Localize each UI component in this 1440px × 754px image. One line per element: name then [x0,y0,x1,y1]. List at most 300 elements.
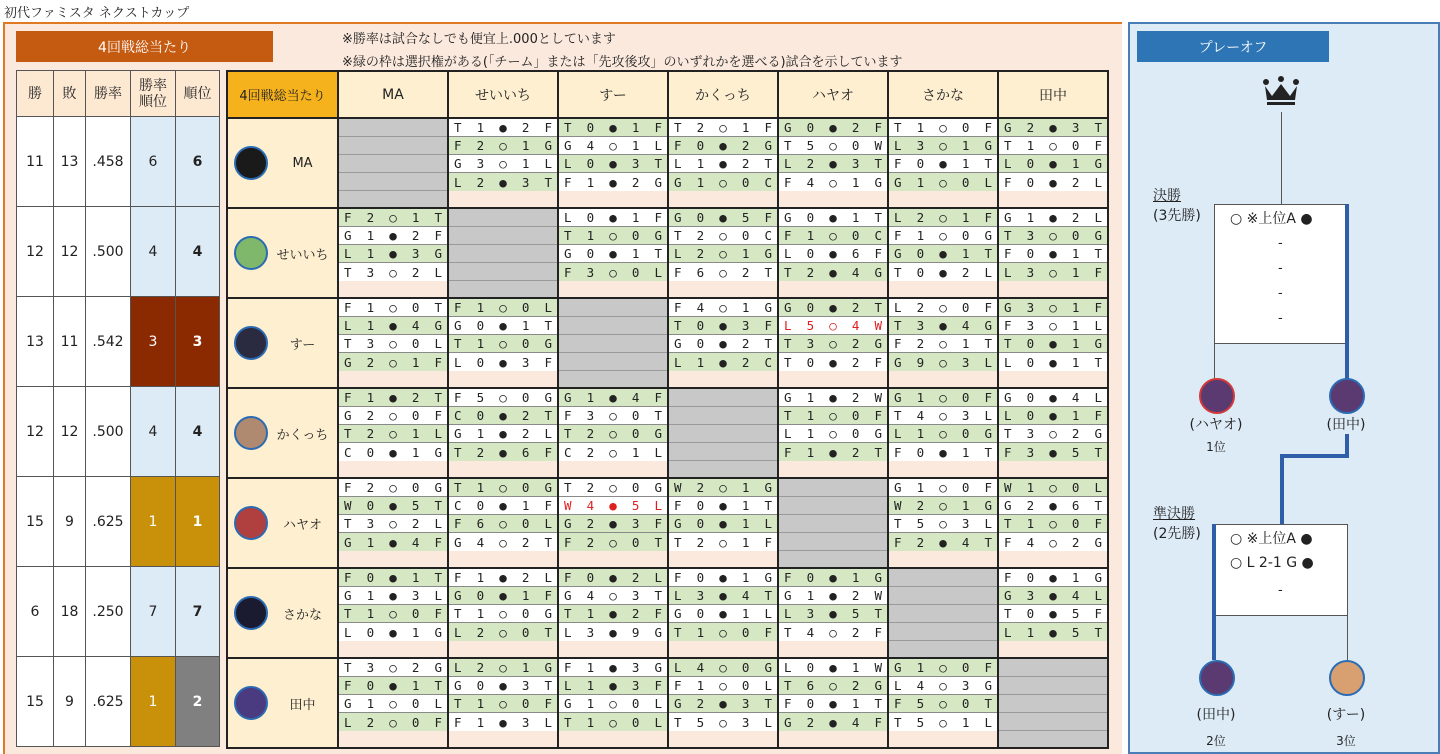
team-column-header: すー [558,71,668,118]
game-result: G 2 ● 3 F [559,515,667,533]
game-result: F 2 ○ 1 G [449,137,557,155]
losses-cell: 12 [54,207,86,297]
game-result: T 1 ○ 0 G [449,479,557,497]
game-result: C 0 ● 2 T [449,407,557,425]
final-dash-3: - [1278,286,1283,301]
game-result: W 4 ● 5 L [559,497,667,515]
game-result: G 0 ● 1 L [669,515,777,533]
final-dash-1: - [1278,236,1283,251]
game-result: T 1 ○ 0 G [559,227,667,245]
self-match-cell [668,388,778,478]
game-result: T 0 ● 2 F [779,353,887,371]
semi-right-avatar [1329,660,1365,696]
rank-cell: 1 [176,477,220,567]
match-results-cell [888,298,998,388]
game-result: G 1 ● 2 F [339,227,447,245]
team-name: すー [289,337,316,353]
pct-rank-cell: 7 [131,567,176,657]
match-results-cell [998,388,1108,478]
game-result: G 1 ● 2 L [999,209,1107,227]
game-result: F 1 ● 2 G [559,173,667,191]
note-1: ※勝率は試合なしでも便宜上.000としています [342,32,616,47]
rank-cell: 3 [176,297,220,387]
game-result: T 6 ○ 2 G [779,677,887,695]
game-result: W 2 ○ 1 G [669,479,777,497]
game-result: L 1 ● 2 T [669,155,777,173]
match-results-cell [888,478,998,568]
team-row [227,388,1108,478]
pct-rank-cell: 4 [131,387,176,477]
final-dash-4: - [1278,311,1283,326]
game-result: L 3 ○ 1 F [999,263,1107,281]
team-name: MA [292,155,313,171]
game-result: L 1 ○ 0 G [779,425,887,443]
team-column-header: さかな [888,71,998,118]
game-result: T 2 ○ 0 G [559,479,667,497]
game-result: T 1 ○ 0 F [999,515,1107,533]
game-result: L 2 ○ 1 G [669,245,777,263]
game-result: T 1 ● 2 F [559,605,667,623]
game-result: L 0 ● 1 G [339,623,447,641]
game-result: T 3 ○ 2 L [339,515,447,533]
team-avatar-icon [234,596,268,630]
game-result: T 3 ○ 0 G [999,227,1107,245]
team-row-header [227,298,338,388]
game-result: F 0 ● 1 T [779,695,887,713]
playoff-panel [1128,22,1440,754]
game-result: F 1 ● 2 T [779,443,887,461]
game-result: G 2 ● 6 T [999,497,1107,515]
match-results-cell [778,568,888,658]
game-result: T 4 ○ 3 L [889,407,997,425]
game-result: L 0 ● 1 W [779,659,887,677]
pct-cell: .500 [86,387,131,477]
semi-game-1: ○ ※上位A ● [1230,531,1313,547]
semi-stage-label [1153,504,1201,544]
game-result: C 2 ○ 1 L [559,443,667,461]
game-result: G 1 ● 4 F [339,533,447,551]
game-result: C 0 ● 1 G [339,443,447,461]
match-results-cell [888,388,998,478]
game-result: G 2 ○ 1 F [339,353,447,371]
playoff-header: プレーオフ [1137,31,1329,62]
game-result: G 1 ● 4 F [559,389,667,407]
standings-row [17,117,220,207]
team-avatar-icon [234,326,268,360]
pct-rank-cell: 6 [131,117,176,207]
match-results-cell [998,118,1108,208]
game-result: T 2 ○ 0 C [669,227,777,245]
wins-header: 勝 [17,71,54,117]
wins-cell: 15 [17,657,54,747]
game-result: C 0 ● 1 F [449,497,557,515]
wins-cell: 15 [17,477,54,567]
semi-format: (2先勝) [1153,526,1201,542]
game-result: G 0 ● 1 T [449,317,557,335]
game-result: T 2 ○ 1 F [669,533,777,551]
sheet-title: 初代ファミスタ ネクストカップ [4,6,190,21]
team-avatar-icon [234,146,268,180]
match-results-cell [998,478,1108,568]
game-result: F 2 ● 4 T [889,533,997,551]
match-results-cell [558,658,668,748]
wins-cell: 11 [17,117,54,207]
game-result: T 4 ○ 2 F [779,623,887,641]
pct-cell: .542 [86,297,131,387]
game-result: L 2 ○ 1 G [449,659,557,677]
game-result: L 2 ○ 0 F [339,713,447,731]
pct-cell: .500 [86,207,131,297]
game-result: F 2 ○ 1 T [889,335,997,353]
game-result: F 0 ● 1 T [669,497,777,515]
game-result: L 5 ○ 4 W [779,317,887,335]
game-result: L 2 ○ 1 F [889,209,997,227]
game-result: F 0 ● 1 T [889,155,997,173]
match-results-cell [668,658,778,748]
game-result: F 1 ○ 0 L [449,299,557,317]
game-result: F 2 ○ 0 T [559,533,667,551]
team-row [227,478,1108,568]
game-result: G 1 ○ 0 L [339,695,447,713]
game-result: F 1 ○ 0 T [339,299,447,317]
game-result: T 1 ● 2 F [449,119,557,137]
game-result: F 4 ○ 2 G [999,533,1107,551]
game-result: L 1 ● 3 G [339,245,447,263]
game-result: L 1 ● 2 C [669,353,777,371]
game-result: G 1 ○ 0 L [559,695,667,713]
game-result: F 1 ● 2 L [449,569,557,587]
game-result: F 4 ○ 1 G [779,173,887,191]
game-result: L 0 ● 1 F [559,209,667,227]
game-result: F 0 ● 1 T [339,569,447,587]
team-row-header [227,208,338,298]
game-result: F 0 ● 1 G [669,569,777,587]
game-result: L 1 ○ 0 G [889,425,997,443]
team-row-header [227,388,338,478]
game-result: L 2 ○ 0 F [889,299,997,317]
game-result: G 0 ● 1 F [449,587,557,605]
game-result: T 0 ● 3 F [669,317,777,335]
match-results-cell [778,208,888,298]
game-result: T 1 ○ 0 F [999,137,1107,155]
team-row [227,658,1108,748]
team-row [227,118,1108,208]
pct-rank-cell: 4 [131,207,176,297]
semi-game-2: ○ L 2-1 G ● [1230,555,1314,571]
match-results-cell [778,118,888,208]
rank-cell: 4 [176,207,220,297]
game-result: F 1 ○ 0 C [779,227,887,245]
game-result: L 1 ● 4 G [339,317,447,335]
semi-right-seed: 3位 [1336,734,1356,748]
final-format: (3先勝) [1153,208,1201,224]
wins-cell: 13 [17,297,54,387]
match-results-cell [888,658,998,748]
game-result: F 1 ○ 0 G [889,227,997,245]
team-column-header: MA [338,71,448,118]
game-result: T 3 ○ 2 G [999,425,1107,443]
game-result: F 0 ● 1 T [999,245,1107,263]
final-label: 決勝 [1153,188,1181,204]
game-result: G 0 ● 1 T [559,245,667,263]
game-result: F 1 ● 3 G [559,659,667,677]
rank-cell: 4 [176,387,220,477]
team-column-header: かくっち [668,71,778,118]
game-result: T 5 ○ 3 L [889,515,997,533]
game-result: G 1 ● 2 W [779,389,887,407]
final-right-avatar [1329,378,1365,414]
semi-left-seed: 2位 [1206,734,1226,748]
pct-cell: .625 [86,657,131,747]
game-result: T 1 ○ 0 G [449,335,557,353]
matrix-corner: 4回戦総当たり [227,71,338,118]
final-left-avatar [1199,378,1235,414]
team-row-header [227,658,338,748]
game-result: G 2 ○ 0 F [339,407,447,425]
game-result: T 0 ● 5 F [999,605,1107,623]
game-result: G 4 ○ 2 T [449,533,557,551]
game-result: T 3 ● 4 G [889,317,997,335]
game-result: F 5 ○ 0 G [449,389,557,407]
match-results-cell [668,208,778,298]
game-result: G 0 ● 2 T [669,335,777,353]
team-avatar-icon [234,506,268,540]
game-result: G 1 ● 2 L [449,425,557,443]
section-header: 4回戦総当たり [16,31,273,62]
game-result: L 1 ● 5 T [999,623,1107,641]
game-result: L 0 ● 1 F [999,407,1107,425]
final-stage-label [1153,186,1201,226]
standings-row [17,477,220,567]
game-result: G 3 ● 4 L [999,587,1107,605]
note-2: ※緑の枠は選択権がある(「チーム」または「先攻後攻」のいずれかを選べる)試合を示しています [342,55,903,70]
game-result: T 5 ○ 3 L [669,713,777,731]
game-result: G 1 ○ 0 F [889,389,997,407]
game-result: G 2 ● 4 F [779,713,887,731]
match-results-cell [338,388,448,478]
game-result: T 2 ● 6 F [449,443,557,461]
game-result: F 1 ● 3 L [449,713,557,731]
team-column-header: せいいち [448,71,558,118]
game-result: T 3 ○ 2 L [339,263,447,281]
game-result: L 3 ● 9 G [559,623,667,641]
game-result: F 0 ● 1 T [889,443,997,461]
losses-header: 敗 [54,71,86,117]
game-result: G 0 ● 1 T [779,209,887,227]
game-result: G 4 ○ 1 L [559,137,667,155]
game-result: L 1 ● 3 F [559,677,667,695]
rank-cell: 2 [176,657,220,747]
match-results-cell [558,118,668,208]
game-result: T 0 ● 2 L [889,263,997,281]
match-results-cell [998,568,1108,658]
match-results-cell [448,298,558,388]
team-row-header [227,568,338,658]
team-column-header: 田中 [998,71,1108,118]
pct-cell: .250 [86,567,131,657]
team-column-header: ハヤオ [778,71,888,118]
game-result: F 0 ● 2 G [669,137,777,155]
match-results-cell [558,208,668,298]
game-result: T 0 ● 1 F [559,119,667,137]
rank-header: 順位 [176,71,220,117]
match-results-cell [558,568,668,658]
wins-cell: 6 [17,567,54,657]
match-results-cell [998,298,1108,388]
match-results-cell [448,478,558,568]
game-result: F 1 ○ 0 L [669,677,777,695]
game-result: T 0 ● 1 G [999,335,1107,353]
game-result: G 0 ● 1 L [669,605,777,623]
match-results-cell [448,568,558,658]
game-result: F 2 ○ 1 T [339,209,447,227]
team-name: さかな [282,607,322,623]
game-result: T 1 ○ 0 G [449,605,557,623]
game-result: G 1 ● 3 L [339,587,447,605]
game-result: L 0 ● 3 T [559,155,667,173]
rank-cell: 7 [176,567,220,657]
final-right-name: (田中) [1326,417,1366,433]
game-result: L 4 ○ 0 G [669,659,777,677]
semi-label: 準決勝 [1153,506,1195,522]
match-results-cell [338,298,448,388]
pct-rank-header: 勝率 順位 [131,71,176,117]
game-result: L 0 ● 6 F [779,245,887,263]
match-results-cell [668,478,778,568]
losses-cell: 18 [54,567,86,657]
game-result: G 1 ● 2 W [779,587,887,605]
crown-icon [1262,76,1300,106]
team-avatar-icon [234,416,268,450]
match-results-cell [338,208,448,298]
game-result: F 0 ● 1 T [339,677,447,695]
game-result: G 2 ● 3 T [669,695,777,713]
match-results-cell [448,388,558,478]
pct-cell: .458 [86,117,131,207]
match-results-cell [998,208,1108,298]
team-avatar-icon [234,686,268,720]
game-result: G 3 ○ 1 L [449,155,557,173]
game-result: T 2 ● 4 G [779,263,887,281]
semi-left-name: (田中) [1196,707,1236,723]
results-matrix [226,70,1109,749]
game-result: L 3 ○ 1 G [889,137,997,155]
final-left-name: (ハヤオ) [1189,417,1243,433]
wins-cell: 12 [17,387,54,477]
game-result: G 1 ○ 0 C [669,173,777,191]
losses-cell: 9 [54,477,86,567]
game-result: F 0 ● 2 L [559,569,667,587]
match-results-cell [778,658,888,748]
game-result: T 5 ○ 1 L [889,713,997,731]
game-result: G 9 ○ 3 L [889,353,997,371]
game-result: L 2 ○ 0 T [449,623,557,641]
game-result: T 2 ○ 1 F [669,119,777,137]
losses-cell: 11 [54,297,86,387]
game-result: T 2 ○ 0 G [559,425,667,443]
team-name: かくっち [276,427,329,443]
game-result: F 2 ○ 0 G [339,479,447,497]
final-left-seed: 1位 [1206,440,1226,454]
game-result: G 4 ○ 3 T [559,587,667,605]
game-result: L 4 ○ 3 G [889,677,997,695]
match-results-cell [448,118,558,208]
team-row [227,568,1108,658]
game-result: T 1 ○ 0 F [889,119,997,137]
game-result: F 4 ○ 1 G [669,299,777,317]
game-result: G 0 ● 5 F [669,209,777,227]
losses-cell: 13 [54,117,86,207]
game-result: T 3 ○ 0 L [339,335,447,353]
game-result: G 0 ● 2 F [779,119,887,137]
match-results-cell [668,568,778,658]
rank-cell: 6 [176,117,220,207]
game-result: L 3 ● 5 T [779,605,887,623]
game-result: G 2 ● 3 T [999,119,1107,137]
team-name: ハヤオ [282,517,322,533]
game-result: G 1 ○ 0 L [889,173,997,191]
standings-row [17,567,220,657]
game-result: L 0 ● 1 T [999,353,1107,371]
game-result: G 3 ○ 1 F [999,299,1107,317]
game-result: T 1 ○ 0 L [559,713,667,731]
semi-left-avatar [1199,660,1235,696]
game-result: T 2 ○ 1 L [339,425,447,443]
game-result: L 2 ● 3 T [449,173,557,191]
match-results-cell [888,118,998,208]
pct-header: 勝率 [86,71,131,117]
game-result: T 3 ○ 2 G [339,659,447,677]
standings-row [17,207,220,297]
losses-cell: 12 [54,387,86,477]
team-name: 田中 [289,697,316,713]
self-match-cell [778,478,888,568]
final-dash-2: - [1278,261,1283,276]
game-result: L 0 ● 3 F [449,353,557,371]
pct-rank-cell: 1 [131,657,176,747]
team-avatar-icon [234,236,268,270]
game-result: F 3 ○ 0 L [559,263,667,281]
pct-rank-cell: 1 [131,477,176,567]
team-row-header [227,478,338,568]
match-results-cell [338,478,448,568]
match-results-cell [778,388,888,478]
game-result: G 0 ● 3 T [449,677,557,695]
standings-row [17,387,220,477]
game-result: L 2 ● 3 T [779,155,887,173]
self-match-cell [888,568,998,658]
semi-right-name: (すー) [1326,707,1366,723]
game-result: F 0 ● 1 G [999,569,1107,587]
game-result: T 1 ○ 0 F [339,605,447,623]
game-result: T 3 ○ 2 G [779,335,887,353]
match-results-cell [448,658,558,748]
wins-cell: 12 [17,207,54,297]
match-results-cell [778,298,888,388]
team-row [227,298,1108,388]
standings-row [17,297,220,387]
self-match-cell [558,298,668,388]
team-name: せいいち [276,247,329,263]
game-result: T 1 ○ 0 F [449,695,557,713]
match-results-cell [888,208,998,298]
final-game-text: ○ ※上位A ● [1230,211,1313,227]
game-result: F 3 ● 5 T [999,443,1107,461]
self-match-cell [338,118,448,208]
game-result: F 3 ○ 1 L [999,317,1107,335]
game-result: F 5 ○ 0 T [889,695,997,713]
pct-rank-cell: 3 [131,297,176,387]
